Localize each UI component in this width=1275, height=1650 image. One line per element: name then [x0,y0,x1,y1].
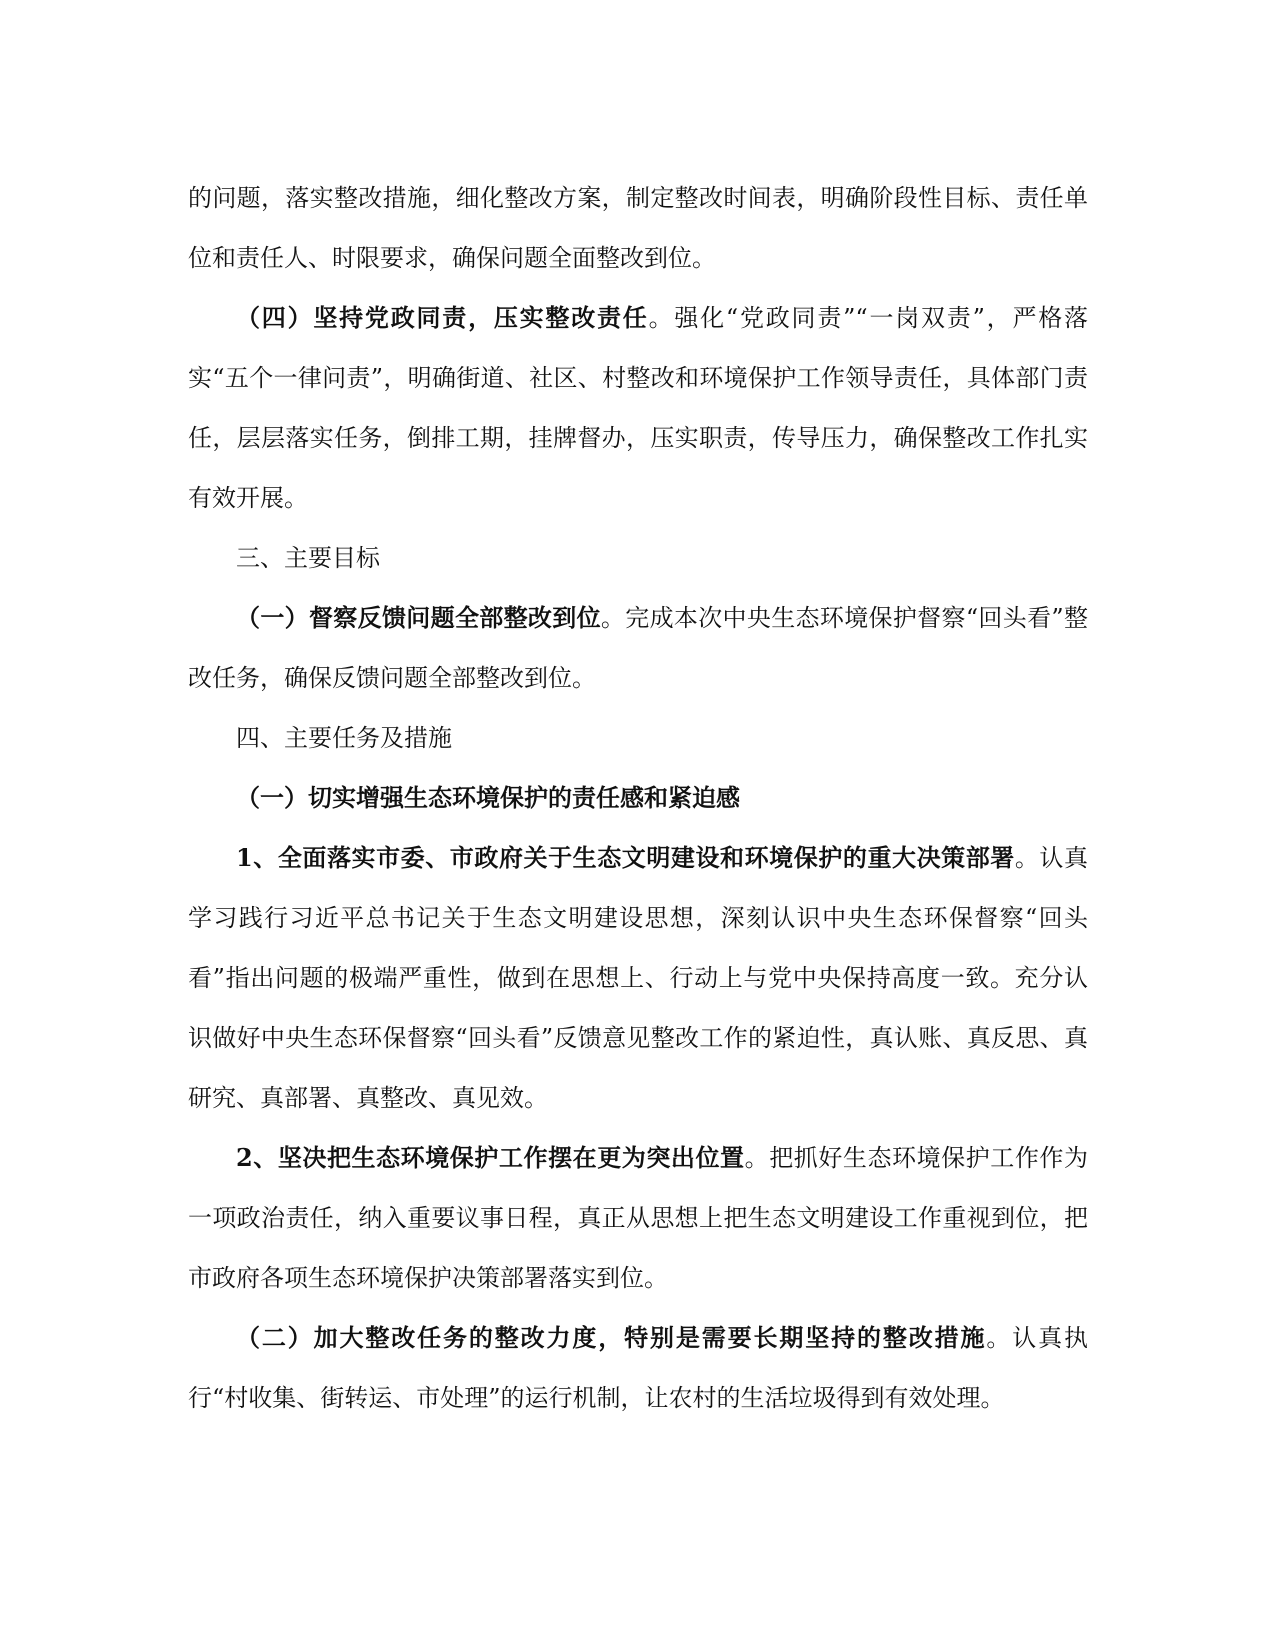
paragraph-text: 。强化“党政同责”“一岗双责”，严格落实“五个一律问责”，明确街道、社区、村整改和环境保护工作领导责任，具体部门责任，层层落实任务，倒排工期，挂牌督办，压实职责，传导压力，确保整改工作扎实有效开展。 [188,304,1089,512]
paragraph-text: 的问题，落实整改措施，细化整改方案，制定整改时间表，明确阶段性目标、责任单位和责任人、时限要求，确保问题全面整改到位。 [188,184,1088,272]
paragraph-bold-lead: （一）督察反馈问题全部整改到位 [236,603,601,632]
heading-text: （一）切实增强生态环境保护的责任感和紧迫感 [236,783,740,812]
paragraph-party-government-responsibility [188,288,1088,528]
heading-text: 三、主要目标 [236,544,380,572]
section-heading-tasks-measures [188,708,1088,768]
paragraph-bold-lead: 1、全面落实市委、市政府关于生态文明建设和环境保护的重大决策部署 [236,843,1015,872]
paragraph-text: 。认真学习践行习近平总书记关于生态文明建设思想，深刻认识中央生态环保督察“回头看”指出问题的极端严重性，做到在思想上、行动上与党中央保持高度一致。充分认识做好中央生态环保督察“回头看”反馈意见整改工作的紧迫性，真认账、真反思、真研究、真部署、真整改、真见效。 [188,844,1088,1112]
paragraph-bold-lead: （二）加大整改任务的整改力度，特别是需要长期坚持的整改措施 [236,1323,987,1352]
paragraph-implement-decisions [188,828,1088,1128]
paragraph-bold-lead: 2、坚决把生态环境保护工作摆在更为突出位置 [236,1143,745,1172]
paragraph-text: 。把抓好生态环境保护工作作为一项政治责任，纳入重要议事日程，真正从思想上把生态文明建设工作重视到位，把市政府各项生态环境保护决策部署落实到位。 [188,1144,1089,1292]
document-body [188,168,1088,1428]
paragraph-rectification-complete [188,588,1088,708]
paragraph-rectification-intensity [188,1308,1088,1428]
paragraph-prominent-position [188,1128,1088,1308]
paragraph-continuation [188,168,1088,288]
heading-text: 四、主要任务及措施 [236,724,452,752]
paragraph-text: 。完成本次中央生态环境保护督察“回头看”整改任务，确保反馈问题全部整改到位。 [188,604,1089,692]
subsection-heading-responsibility [188,768,1088,828]
paragraph-bold-lead: （四）坚持党政同责，压实整改责任 [236,303,649,332]
section-heading-main-goals [188,528,1088,588]
paragraph-text: 。认真执行“村收集、街转运、市处理”的运行机制，让农村的生活垃圾得到有效处理。 [188,1324,1088,1412]
